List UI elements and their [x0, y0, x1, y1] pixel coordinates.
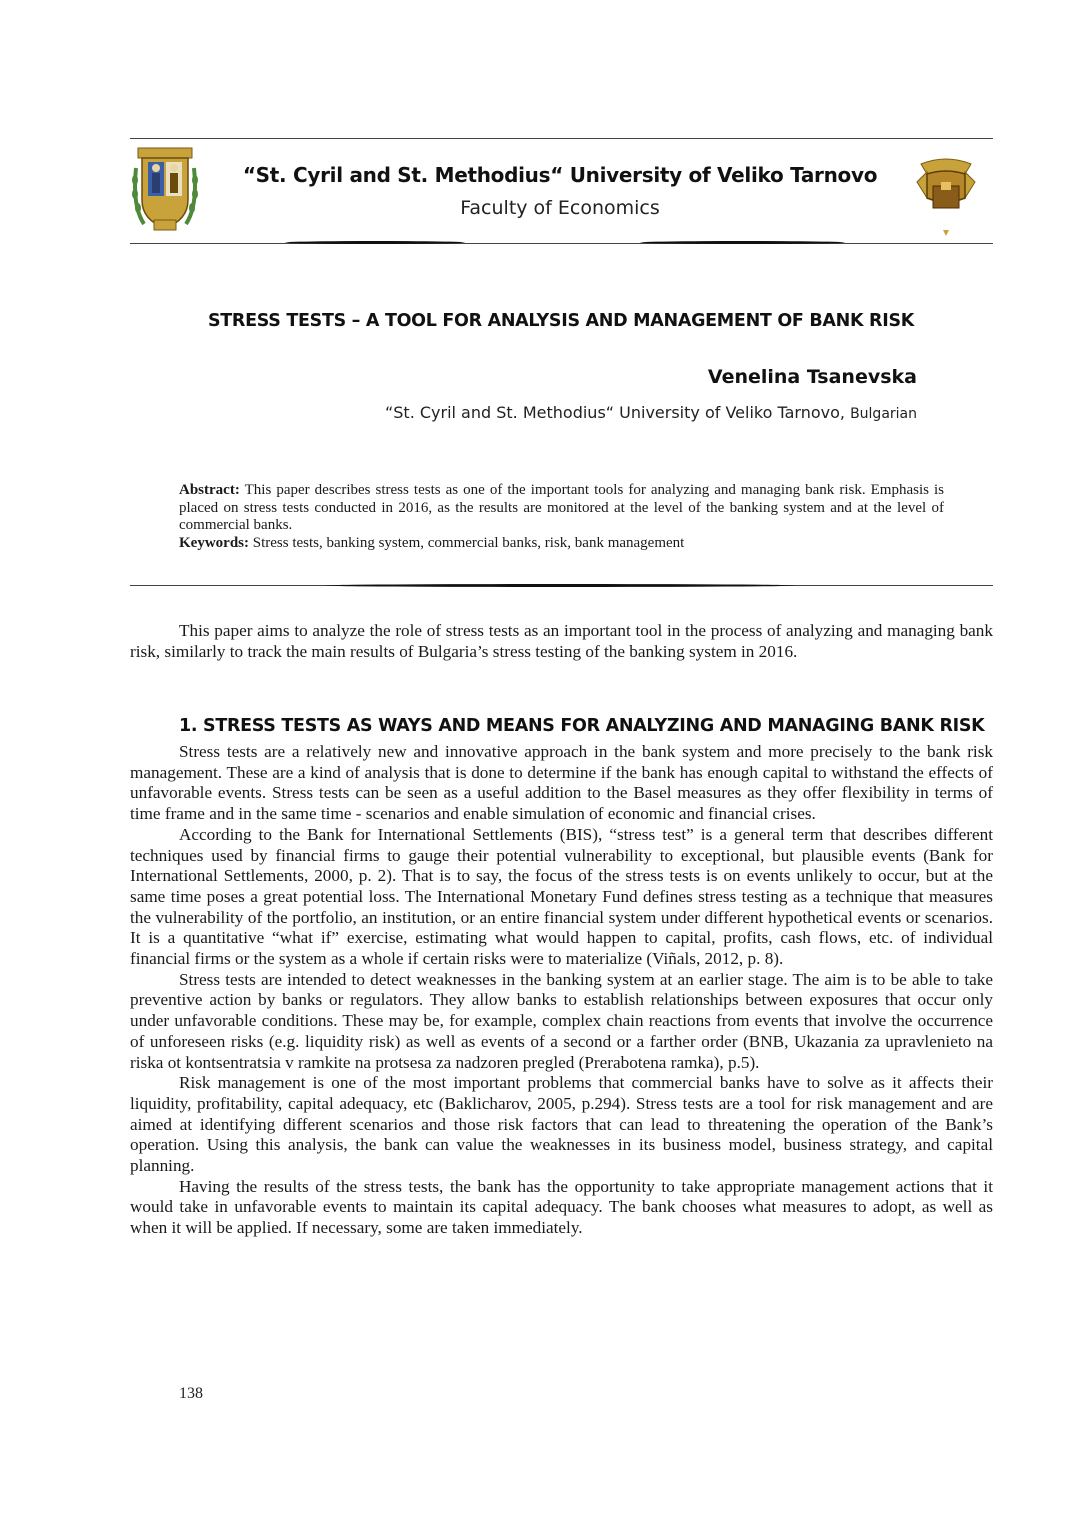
header-top-rule	[130, 138, 993, 139]
abstract-block	[179, 482, 944, 552]
body-paragraph: Stress tests are intended to detect weaknesses in the banking system at an earlier stage. The aim is to be able to take preventive action by banks or regulators. They allow banks to establish relationships between exposures that occur only under unfavorable conditions. These may be, for example, complex chain reactions from events that involve the occurrence of unforeseen risks (e.g. liquidity risk) as well as events of a second or a farther order (BNB, Ukazania za upravlenieto na riska ot kontsentratsia v ramkite na protsesa za nadzoren pregled (Prerabotena ramka), p.5).	[130, 969, 993, 1072]
header-swash-right	[640, 241, 845, 244]
body-paragraph: Stress tests are a relatively new and innovative approach in the bank system and more precisely to the bank risk management. These are a kind of analysis that is done to determine if the bank has enough capital to withstand the effects of unfavorable events. Stress tests can be seen as a useful addition to the Basel measures as they offer flexibility in terms of time frame and in the same time - scenarios and enable simulation of economic and financial crises.	[130, 742, 993, 824]
author-affiliation	[385, 403, 917, 422]
page-number: 138	[179, 1385, 203, 1402]
intro-text	[130, 621, 993, 662]
keywords-text: Stress tests, banking system, commercial banks, risk, bank management	[252, 534, 685, 551]
paper-title: STRESS TESTS – A TOOL FOR ANALYSIS AND MANAGEMENT OF BANK RISK	[207, 311, 915, 331]
keywords-line	[179, 535, 944, 553]
header-bottom-rule	[130, 243, 993, 244]
faculty-name: Faculty of Economics	[460, 197, 660, 219]
abstract-text: This paper describes stress tests as one of the important tools for analyzing and managing bank risk. Emphasis is placed on stress tests conducted in 2016, as the results are monitored at the level of the banking system and at the level of commercial banks.	[179, 482, 944, 533]
body-paragraph: According to the Bank for International Settlements (BIS), “stress test” is a general term that describes different techniques used by financial firms to gauge their potential vulnerability to exceptional, but plausible events (Bank for International Settlements, 2000, p. 2). That is to say, the focus of the stress tests is on events unlikely to occur, but at the same time poses a great potential loss. The International Monetary Fund defines stress testing as a technique that measures the vulnerability of the portfolio, an institution, or an entire financial system under different hypothetical events or scenarios. It is a quantitative “what if” exercise, estimating what would happen to capital, profits, cash flows, etc. of individual financial firms or the system as a whole if certain risks were to materialize (Viñals, 2012, p. 8).	[130, 824, 993, 969]
faculty-emblem-logo	[913, 146, 979, 238]
university-name: “St. Cyril and St. Methodius“ University of Veliko Tarnovo	[242, 163, 878, 187]
section-body	[130, 742, 993, 1239]
abstract-paragraph	[179, 482, 944, 535]
affiliation-country: Bulgarian	[850, 406, 917, 422]
header-swash-left	[285, 241, 465, 244]
affiliation-text: “St. Cyril and St. Methodius“ University of Veliko Tarnovo,	[384, 403, 845, 422]
section-heading: 1. STRESS TESTS AS WAYS AND MEANS FOR ANALYZING AND MANAGING BANK RISK	[179, 716, 985, 736]
body-paragraph: Risk management is one of the most important problems that commercial banks have to solve as it affects their liquidity, profitability, capital adequacy, etc (Baklicharov, 2005, p.294). Stress tests are a tool for risk management and are aimed at identifying different scenarios and those risk factors that can lead to threatening the operation of the Bank’s operation. Using this analysis, the bank can value the weaknesses in its business model, business strategy, and capital planning.	[130, 1073, 993, 1176]
header-block	[200, 163, 920, 219]
author-name: Venelina Tsanevska	[707, 366, 917, 388]
keywords-label: Keywords:	[179, 534, 249, 551]
abstract-label: Abstract:	[179, 482, 240, 498]
body-paragraph: Having the results of the stress tests, the bank has the opportunity to take appropriate management actions that it would take in unfavorable events to maintain its capital adequacy. The bank chooses what measures to adopt, as well as when it will be applied. If necessary, some are taken immediately.	[130, 1176, 993, 1238]
university-crest-logo	[130, 146, 200, 238]
intro-paragraph: This paper aims to analyze the role of stress tests as an important tool in the process of analyzing and managing bank risk, similarly to track the main results of Bulgaria’s stress testing of the banking system in 2016.	[130, 621, 993, 661]
abstract-swash	[325, 584, 795, 587]
